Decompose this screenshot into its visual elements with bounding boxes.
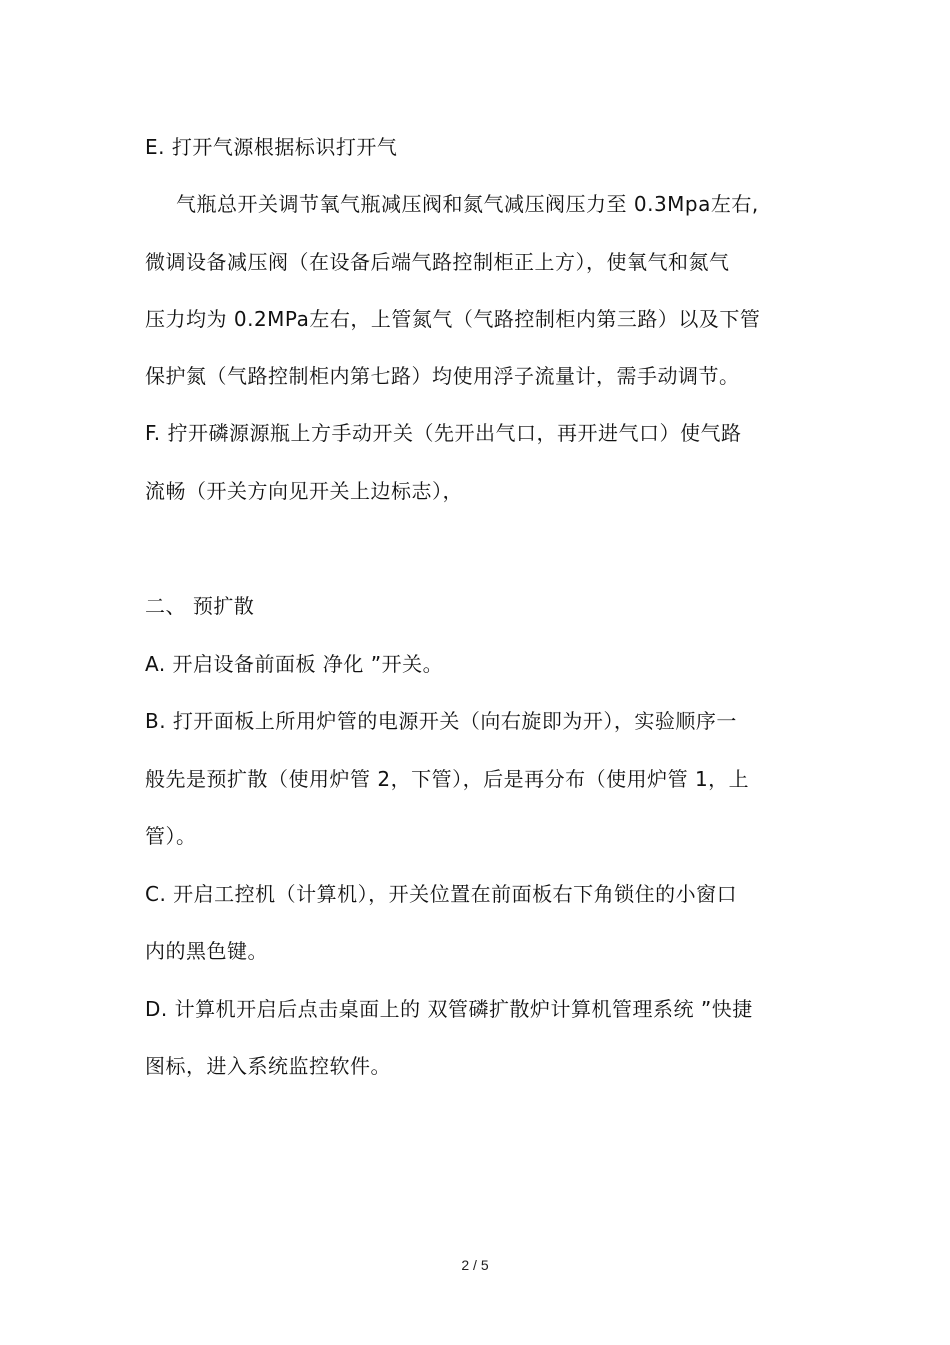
paragraph-line: 内的黑色键。 [145, 939, 268, 963]
paragraph-line: 图标，进入系统监控软件。 [145, 1054, 391, 1078]
section-heading: 二、 预扩散 [145, 594, 255, 618]
paragraph-line: 流畅（开关方向见开关上边标志）， [145, 479, 463, 503]
paragraph-line: 微调设备减压阀（在设备后端气路控制柜正上方），使氧气和氮气 [145, 250, 730, 274]
step-f-line: F. 拧开磷源源瓶上方手动开关（先开出气口，再开进气口）使气路 [145, 421, 742, 445]
step-d-line: D. 计算机开启后点击桌面上的 双管磷扩散炉计算机管理系统 ”快捷 [145, 997, 753, 1021]
paragraph-line: 压力均为 0.2MPa左右，上管氮气（气路控制柜内第三路）以及下管 [145, 307, 761, 331]
paragraph-line: 气瓶总开关调节氧气瓶减压阀和氮气减压阀压力至 0.3Mpa左右, [176, 192, 759, 216]
paragraph-line: 管）。 [145, 824, 197, 848]
paragraph-line: 保护氮（气路控制柜内第七路）均使用浮子流量计，需手动调节。 [145, 364, 740, 388]
step-c-line: C. 开启工控机（计算机），开关位置在前面板右下角锁住的小窗口 [145, 882, 738, 906]
page-number: 2 / 5 [461, 1257, 489, 1273]
paragraph-line: 般先是预扩散（使用炉管 2，下管），后是再分布（使用炉管 1，上 [145, 767, 750, 791]
step-e-heading: E. 打开气源根据标识打开气 [145, 135, 398, 159]
step-b-line: B. 打开面板上所用炉管的电源开关（向右旋即为开），实验顺序一 [145, 709, 737, 733]
step-a-line: A. 开启设备前面板 净化 ”开关。 [145, 652, 444, 676]
